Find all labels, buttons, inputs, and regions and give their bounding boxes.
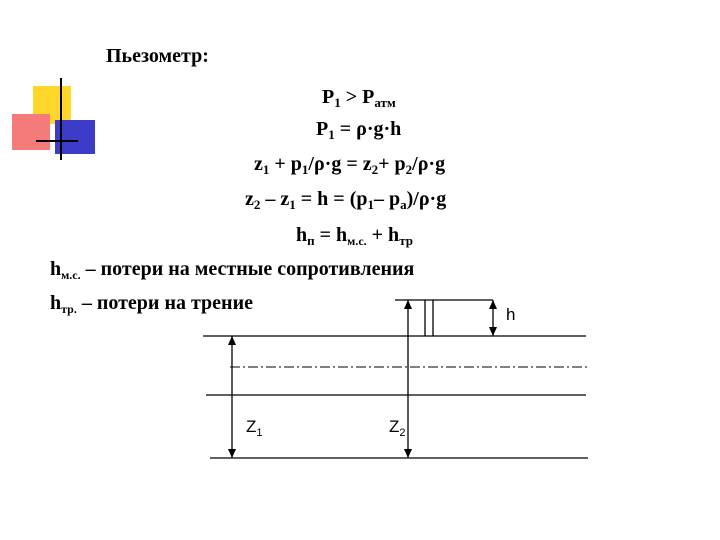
- formula-height-difference: $z_2 - z_1 = h = (p_1-$ $p_a)/\rho\cdot g$: [245, 188, 447, 212]
- z1-arrow-top: [228, 336, 236, 345]
- z2-arrow-bottom: [404, 449, 412, 458]
- z2-label: $Z_2$: [389, 417, 406, 439]
- h-label: h: [506, 305, 516, 324]
- definition-local-losses: $h_{м.с.}$ – потери на местные сопротивления: [50, 258, 415, 282]
- formula-losses: $h_п = h_{м.с.} + h_{тр}$: [296, 224, 413, 248]
- formula-bernoulli: $z_1 + p_1/\rho\cdot g = z_2+ p_2/\rho\cdot g$: [254, 153, 446, 177]
- z1-arrow-bottom: [228, 449, 236, 458]
- formula-pressure: $P_1 = \rho\cdot g\cdot h$: [316, 118, 402, 142]
- h-arrow-bottom: [489, 327, 497, 336]
- z2-arrow-top: [404, 300, 412, 309]
- z1-label: $Z_1$: [246, 417, 263, 439]
- h-arrow-top: [489, 300, 497, 309]
- definition-friction-losses: $h_{тр.}$ – потери на трение: [50, 292, 253, 316]
- slide-title: Пьезометр:: [106, 45, 209, 67]
- formula-pressure-inequality: $P_1 > P_{атм}$: [322, 86, 396, 110]
